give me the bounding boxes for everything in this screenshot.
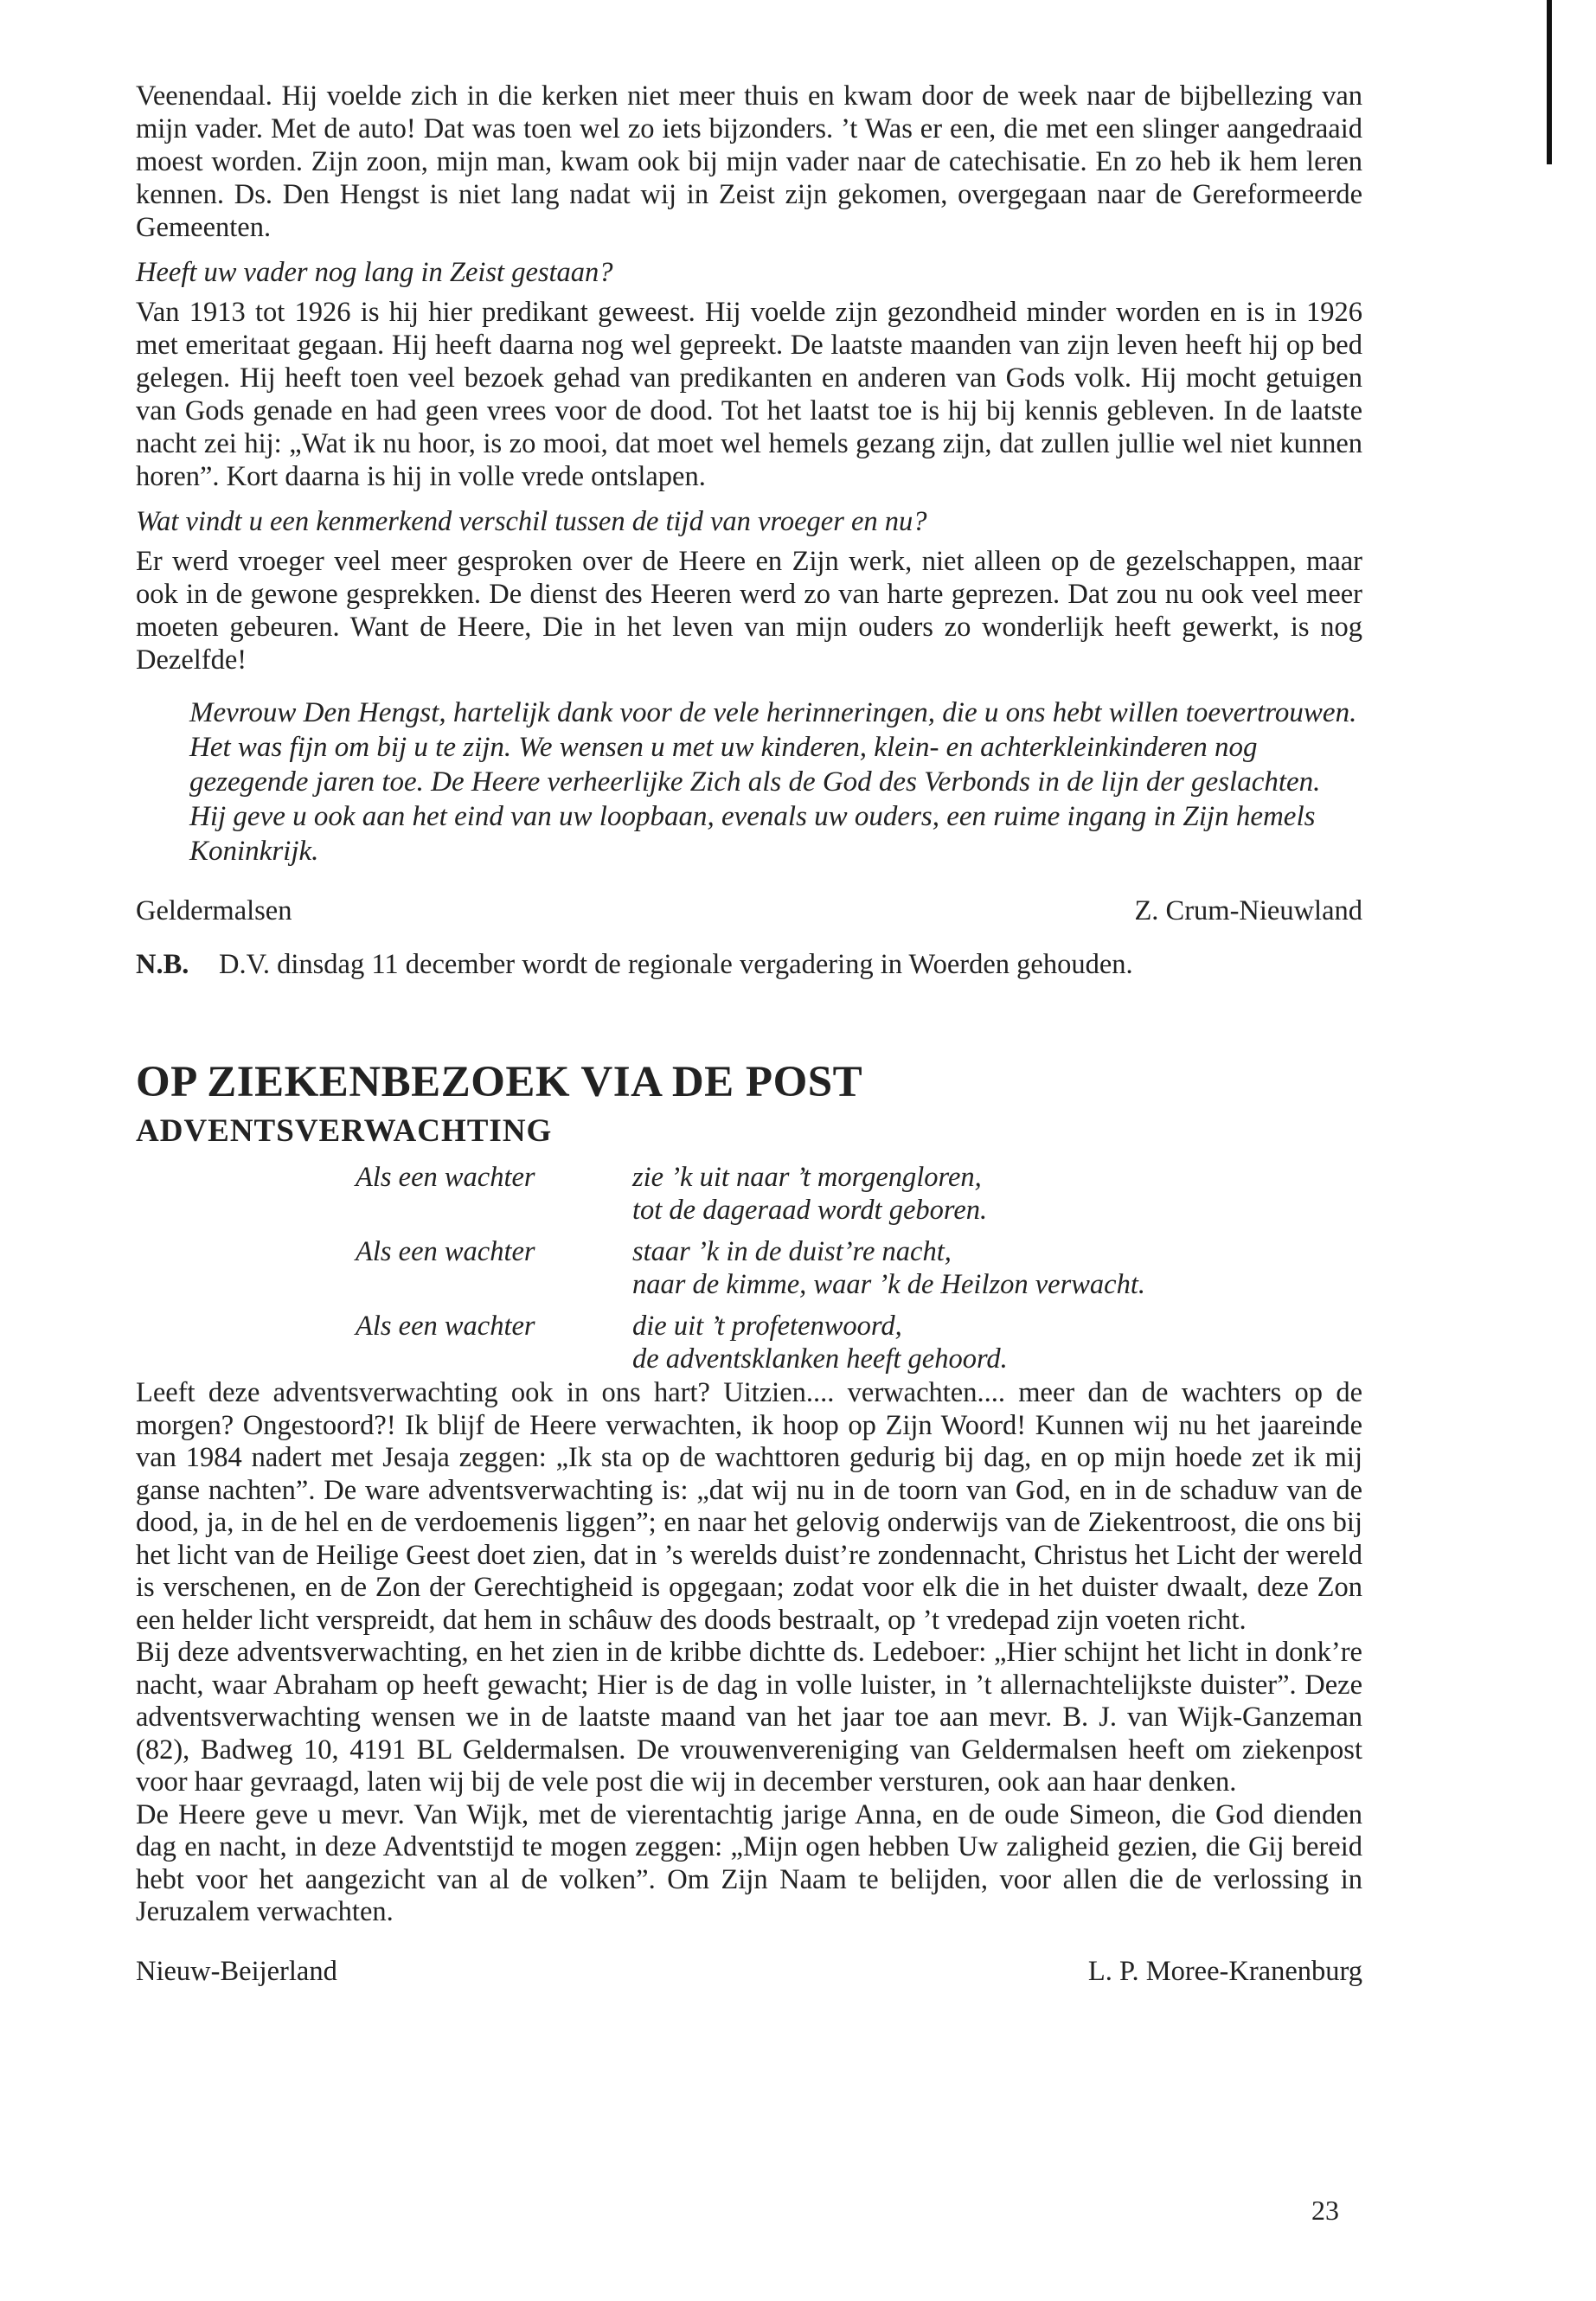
article-paragraph: Bij deze adventsverwachting, en het zien in de kribbe dichtte ds. Ledeboer: „Hier schijnt het licht in donk’re nacht, waar Abraham op heeft gewacht; Hier is de dag in volle luister, in ’t allernachtelijkste duister”. Deze adventsverwachting wensen we in de laatste maand van het jaar toe aan mevr. B. J. van Wijk-Ganzeman (82), Badweg 10, 4191 BL Geldermalsen. De vrouwenvereniging van Geldermalsen heeft om ziekenpost voor haar gevraagd, laten wij bij de vele post die wij in december versturen, ook aan haar denken. (136, 1637, 1362, 1798)
intro-paragraph: Veenendaal. Hij voelde zich in die kerken niet meer thuis en kwam door de week naar de bijbellezing van mijn vader. Met de auto! Dat was toen wel zo iets bijzonders. ’t Was er een, die met een slinger aangedraaid moest worden. Zijn zoon, mijn man, kwam ook bij mijn vader naar de catechisatie. En zo heb ik hem leren kennen. Ds. Den Hengst is niet lang nadat wij in Zeist zijn gekomen, overgegaan naar de Gereformeerde Gemeenten. (136, 80, 1362, 243)
poem-line: zie ’k uit naar ’t morgengloren, (632, 1162, 982, 1193)
nb-label: N.B. (136, 949, 189, 980)
poem-stanza (136, 1161, 1362, 1227)
nota-bene (136, 948, 1362, 981)
signature-line-1 (136, 894, 1362, 927)
article-paragraph: De Heere geve u mevr. Van Wijk, met de vierentachtig jarige Anna, en de oude Simeon, die God dienden dag en nacht, in deze Adventstijd te mogen zeggen: „Mijn ogen hebben Uw zaligheid gezien, die Gij bereid hebt voor het aangezicht van al de volken”. Om Zijn Naam te belijden, voor allen die de verlossing in Jeruzalem verwachten. (136, 1798, 1362, 1927)
signature-place: Geldermalsen (136, 895, 292, 926)
poem-line: staar ’k in de duist’re nacht, (632, 1236, 952, 1267)
article-paragraph: Leeft deze adventsverwachting ook in ons hart? Uitzien.... verwachten.... meer dan de wachters op de morgen? Ongestoord?! Ik blijf de Heere verwachten, ik hoop op Zijn Woord! Kunnen wij nu het jaareinde van 1984 nadert met Jesaja zeggen: „Ik sta op de wachttoren gedurig bij dag, en op mijn hoede zet ik mij ganse nachten”. De ware adventsverwachting is: „dat wij nu in de toorn van God, en in de schaduw van de dood, ja, in de hel en de verdoemenis liggen”; en naar het gelovig onderwijs van de Ziekentroost, die ons bij het licht van de Heilige Geest doet zien, dat in ’s werelds duist’re zondennacht, Christus het Licht der wereld is verschenen, en de Zon der Gerechtigheid is opgegaan; zodat voor elk die in het duister dwaalt, deze Zon een helder licht verspreidt, dat hem in schâuw des doods bestraalt, op ’t vredepad zijn voeten richt. (136, 1377, 1362, 1636)
poem-lead: Als een wachter (356, 1162, 535, 1193)
signature-line-2 (136, 1955, 1362, 1988)
interview-answer-1: Van 1913 tot 1926 is hij hier predikant geweest. Hij voelde zijn gezondheid minder worden en is in 1926 met emeritaat gegaan. Hij heeft daarna nog wel gepreekt. De laatste maanden van zijn leven heeft hij op bed gelegen. Hij heeft toen veel bezoek gehad van predikanten en anderen van Gods volk. Hij mocht getuigen van Gods genade en had geen vrees voor de dood. Tot het laatst toe is hij bij kennis gebleven. In de laatste nacht zei hij: „Wat ik nu hoor, is zo mooi, dat moet wel hemels gezang zijn, dat zullen jullie wel niet kunnen horen”. Kort daarna is hij in volle vrede ontslapen. (136, 297, 1362, 492)
article-body (136, 1377, 1362, 1929)
poem (136, 1161, 1362, 1375)
interview-question-1: Heeft uw vader nog lang in Zeist gestaan? (136, 257, 613, 288)
poem-lead: Als een wachter (356, 1236, 535, 1267)
article-subheading: ADVENTSVERWACHTING (136, 1113, 553, 1149)
interview-question-2: Wat vindt u een kenmerkend verschil tussen de tijd van vroeger en nu? (136, 506, 927, 537)
poem-lead: Als een wachter (356, 1311, 535, 1342)
binding-edge-mark (1547, 0, 1552, 164)
page-content (136, 80, 1362, 1988)
poem-stanza (136, 1235, 1362, 1301)
signature-author: Z. Crum-Nieuwland (1134, 895, 1362, 926)
poem-line: die uit ’t profetenwoord, (632, 1311, 902, 1342)
poem-line: tot de dageraad wordt geboren. (632, 1195, 988, 1226)
poem-line: naar de kimme, waar ’k de Heilzon verwacht. (632, 1269, 1145, 1300)
poem-stanza (136, 1310, 1362, 1375)
interview-answer-2: Er werd vroeger veel meer gesproken over de Heere en Zijn werk, niet alleen op de gezelschappen, maar ook in de gewone gesprekken. De dienst des Heeren werd zo van harte geprezen. Dat zou nu ook veel meer moeten gebeuren. Want de Heere, Die in het leven van mijn ouders zo wonderlijk heeft gewerkt, is nog Dezelfde! (136, 546, 1362, 676)
closing-thanks: Mevrouw Den Hengst, hartelijk dank voor de vele herinneringen, die u ons hebt willen toevertrouwen. Het was fijn om bij u te zijn. We wensen u met uw kinderen, klein- en achterkleinkinderen nog gezegende jaren toe. De Heere verheerlijke Zich als de God des Verbonds in de lijn der geslachten. Hij geve u ook aan het eind van uw loopbaan, evenals uw ouders, een ruime ingang in Zijn hemels Koninkrijk. (189, 697, 1357, 867)
poem-line: de adventsklanken heeft gehoord. (632, 1343, 1008, 1375)
page-number: 23 (1311, 2195, 1339, 2226)
nb-text: D.V. dinsdag 11 december wordt de regionale vergadering in Woerden gehouden. (219, 949, 1133, 980)
signature-author: L. P. Moree-Kranenburg (1087, 1955, 1362, 1987)
signature-place: Nieuw-Beijerland (136, 1955, 337, 1987)
article-heading: OP ZIEKENBEZOEK VIA DE POST (136, 1058, 863, 1106)
